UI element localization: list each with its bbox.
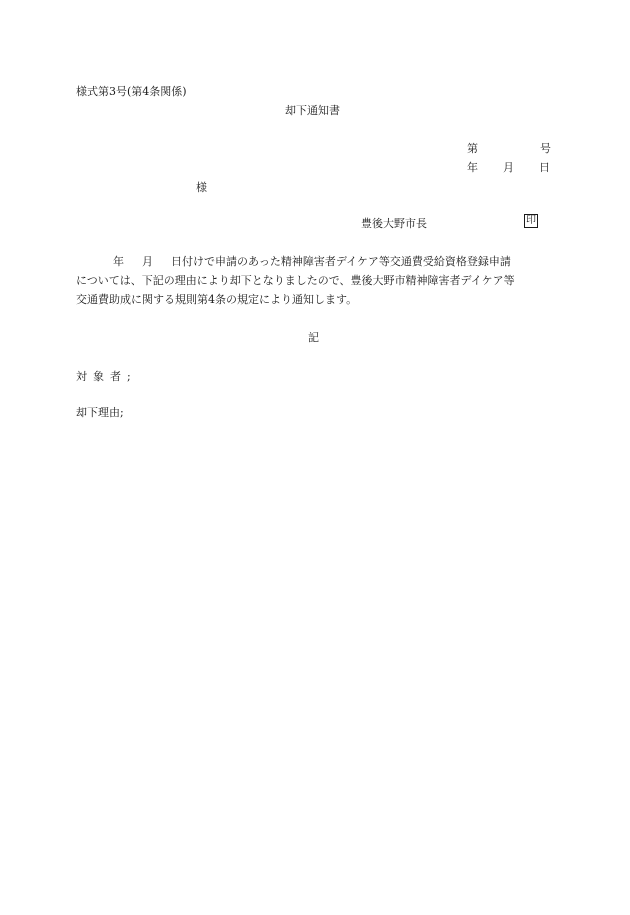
form-number: 様式第3号(第4条関係): [76, 85, 187, 98]
body-line-1: [76, 252, 554, 271]
addressee-honorific: 様: [196, 181, 207, 194]
notice-body: [76, 252, 554, 309]
issue-date: [467, 160, 550, 176]
date-day-label: 日: [539, 161, 550, 174]
body-line-3: 交通費助成に関する規則第4条の規定により通知します。: [76, 293, 358, 306]
page-title: 却下通知書: [285, 104, 340, 117]
date-month-label: 月: [503, 161, 514, 174]
ki-heading: 記: [308, 331, 319, 344]
date-year-label: 年: [467, 161, 478, 174]
body-line-1-text: 日付けで申請のあった精神障害者デイケア等交通費受給資格登録申請: [171, 255, 511, 268]
sender-name: 豊後大野市長: [361, 217, 427, 230]
body-month-label: 月: [142, 255, 153, 268]
doc-number-prefix: 第: [467, 142, 478, 155]
seal-stamp-box: 印: [526, 215, 536, 226]
doc-number-suffix: 号: [540, 142, 551, 155]
rejection-reason-label: 却下理由;: [76, 406, 124, 419]
body-year-label: 年: [113, 255, 124, 268]
body-line-2: については、下記の理由により却下となりましたので、豊後大野市精神障害者デイケア等: [76, 274, 515, 287]
target-person-label: 対象者;: [76, 370, 137, 383]
